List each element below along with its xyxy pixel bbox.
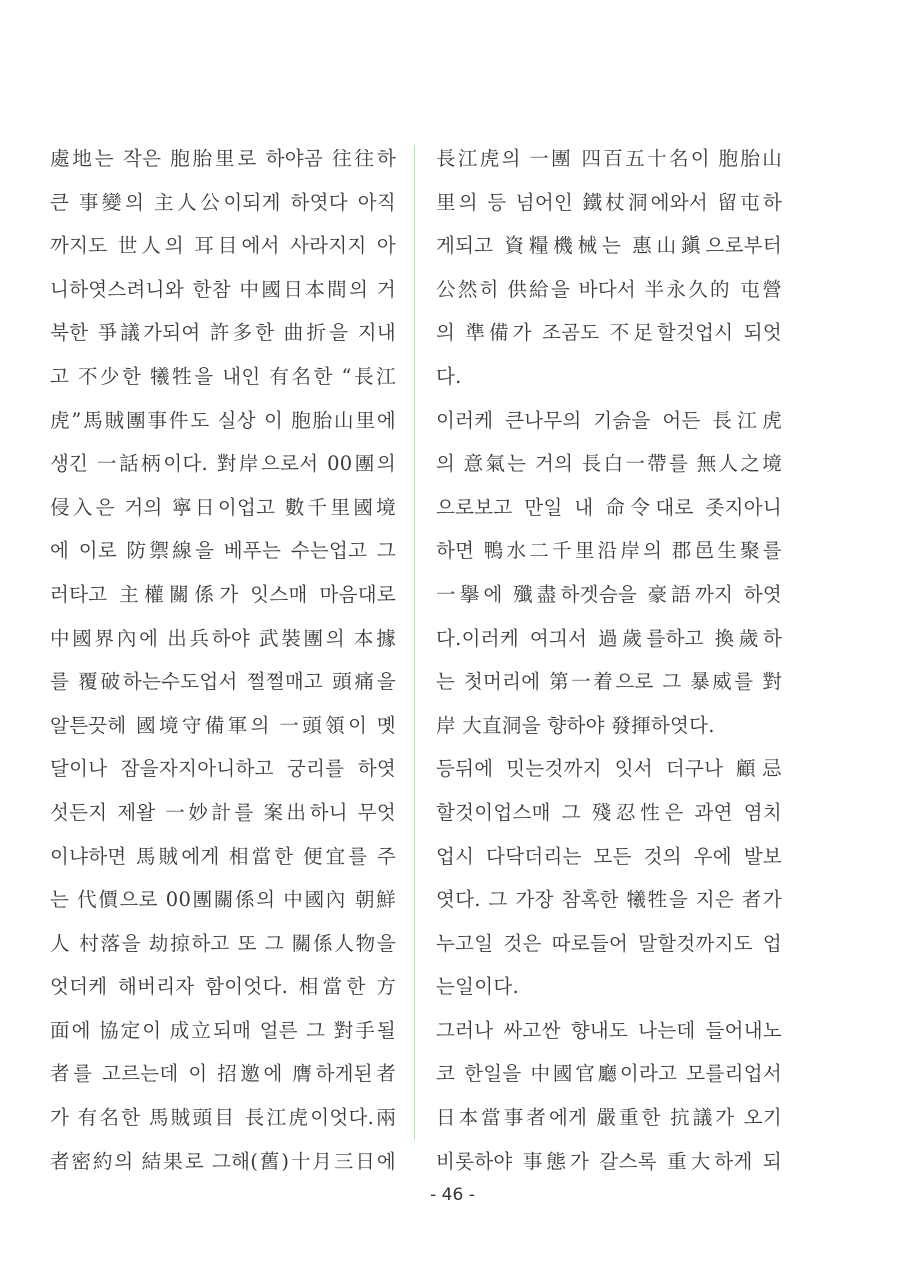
left-text-column (50, 137, 396, 1183)
text-line: 長江虎의 一團 四百五十名이 胞胎山 (436, 147, 782, 170)
text-line: 섯든지 제왈 一妙計를 案出하니 무엇 (50, 800, 396, 824)
text-line: 등뒤에 밋는것까지 잇서 더구나 顧忌 (436, 757, 782, 781)
text-line: 게되고 資糧機械는 惠山鎭으로부터 (436, 234, 782, 258)
text-line: 岸 大直洞을 향하야 發揮하엿다. (436, 713, 715, 737)
text-line: 업시 다닥더리는 모든 것의 우에 발보 (436, 844, 782, 868)
text-line: 를 覆破하는수도업서 쩔쩔매고 頭痛을 (50, 670, 396, 694)
right-text-column (436, 137, 782, 1183)
text-line: 者를 고르는데 이 招邀에 膺하게된者 (50, 1062, 396, 1086)
text-line: 는 代價으로 00團關係의 中國內 朝鮮 (50, 888, 396, 912)
text-line: 으로보고 만일 내 命令대로 좃지아니 (436, 495, 782, 519)
text-line: 누고일 것은 따로들어 말할것까지도 업 (436, 931, 782, 955)
text-line: 는 첫머리에 第一着으로 그 暴威를 對 (436, 670, 782, 694)
text-line: 북한 爭議가되여 許多한 曲折을 지내 (50, 321, 396, 345)
text-line: 의 意氣는 거의 長白一帶를 無人之境 (436, 452, 782, 476)
text-line: 이러케 큰나무의 기슭을 어든 長江虎 (436, 408, 782, 432)
text-line: 니하엿스려니와 한참 中國日本間의 거 (50, 277, 396, 301)
text-line: 큰 事變의 主人公이되게 하엿다 아직 (50, 190, 396, 214)
text-line: 까지도 世人의 耳目에서 사라지지 아 (50, 234, 396, 258)
text-line: 侵入은 거의 寧日이업고 數千里國境 (50, 495, 396, 519)
text-line: 者密約의 結果로 그해(舊)十月三日에 (50, 1149, 396, 1173)
text-line: 생긴 一話柄이다. 對岸으로서 00團의 (50, 452, 396, 476)
text-line: 一擧에 殲盡하겟슴을 豪語까지 하엿 (436, 582, 782, 606)
text-line: 里의 등 넘어인 鐵杖洞에와서 留屯하 (436, 190, 782, 214)
text-line: 의 準備가 조곰도 不足할것업시 되엇 (436, 321, 782, 345)
text-line: 러타고 主權關係가 잇스매 마음대로 (50, 582, 396, 606)
text-line: 日本當事者에게 嚴重한 抗議가 오기 (436, 1106, 782, 1130)
text-line: 는일이다. (436, 975, 520, 999)
text-line: 에 이로 防禦線을 베푸는 수는업고 그 (50, 539, 396, 563)
text-line: 人 村落을 劫掠하고 또 그 關係人物을 (50, 931, 396, 955)
text-line: 엿다. 그 가장 참혹한 犧牲을 지은 者가 (436, 888, 782, 912)
text-line: 코 한일을 中國官廳이라고 모를리업서 (436, 1062, 782, 1086)
text-line: 그러나 싸고싼 향내도 나는데 들어내노 (436, 1018, 782, 1042)
text-line: 알튼끗헤 國境守備軍의 一頭領이 몟 (50, 713, 396, 737)
text-line: 面에 協定이 成立되매 얼른 그 對手될 (50, 1018, 396, 1042)
text-line: 다.이러케 여긔서 過歲를하고 換歲하 (436, 626, 782, 650)
text-line: 가 有名한 馬賊頭目 長江虎이엇다.兩 (50, 1106, 396, 1130)
column-divider (414, 145, 415, 1140)
page-number: - 46 - (430, 1185, 475, 1205)
text-line: 하면 鴨水二千里沿岸의 郡邑生聚를 (436, 539, 782, 563)
text-line: 다. (436, 364, 462, 388)
text-line: 비롯하야 事態가 갈스록 重大하게 되 (436, 1149, 782, 1173)
text-line: 虎”馬賊團事件도 실상 이 胞胎山里에 (50, 408, 396, 432)
text-line: 處地는 작은 胞胎里로 하야곰 往往하 (50, 147, 396, 170)
text-line: 할것이업스매 그 殘忍性은 과연 염치 (436, 800, 782, 824)
text-line: 中國界內에 出兵하야 武裝團의 本據 (50, 626, 396, 650)
text-line: 이냐하면 馬賊에게 相當한 便宜를 주 (50, 844, 396, 868)
text-line: 고 不少한 犧牲을 내인 有名한 “長江 (50, 364, 396, 388)
text-line: 엇더케 해버리자 함이엇다. 相當한 方 (50, 975, 396, 999)
text-line: 달이나 잠을자지아니하고 궁리를 하엿 (50, 757, 396, 781)
text-line: 公然히 供給을 바다서 半永久的 屯營 (436, 277, 782, 301)
